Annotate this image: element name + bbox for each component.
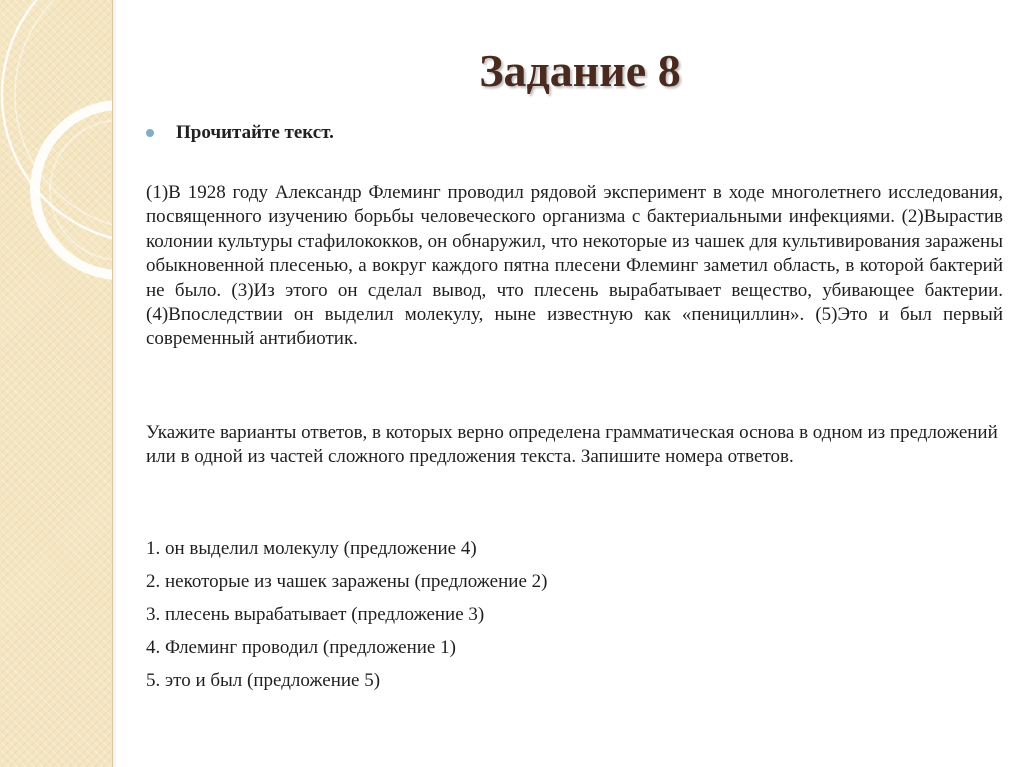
bullet-dot-icon <box>146 129 154 137</box>
slide-title: Задание 8 <box>479 45 681 96</box>
answer-option: 1. он выделил молекулу (предложение 4) <box>146 538 477 559</box>
decorative-side-band <box>0 0 113 767</box>
band-shadow <box>112 0 118 767</box>
bullet-line <box>146 122 334 144</box>
reading-passage: (1)В 1928 году Александр Флеминг проводил рядовой эксперимент в ходе многолетнего исследования, посвященного изучению борьбы человеческого организма с бактериальными инфекциями. (2)Вырастив колонии культуры стафилококков, он обнаружил, что некоторые из чашек для культивирования заражены обыкновенной плесенью, а вокруг каждого пятна плесени Флеминг заметил область, в которой бактерий не было. (3)Из этого он сделал вывод, что плесень вырабатывает вещество, убивающее бактерии. (4)Впоследствии он выделил молекулу, ныне известную как «пенициллин». (5)Это и был первый современный антибиотик. <box>146 182 1003 350</box>
answer-option: 3. плесень вырабатывает (предложение 3) <box>146 604 485 625</box>
bullet-text: Прочитайте текст. <box>176 122 334 143</box>
answer-option: 4. Флеминг проводил (предложение 1) <box>146 637 456 658</box>
answer-options <box>146 537 1003 702</box>
answer-option: 2. некоторые из чашек заражены (предложение 2) <box>146 571 548 592</box>
decorative-circles <box>0 0 112 767</box>
answer-option: 5. это и был (предложение 5) <box>146 670 381 691</box>
task-instruction: Укажите варианты ответов, в которых верно определена грамматическая основа в одном из предложений или в одной из частей сложного предложения текста. Запишите номера ответов. <box>146 422 998 468</box>
